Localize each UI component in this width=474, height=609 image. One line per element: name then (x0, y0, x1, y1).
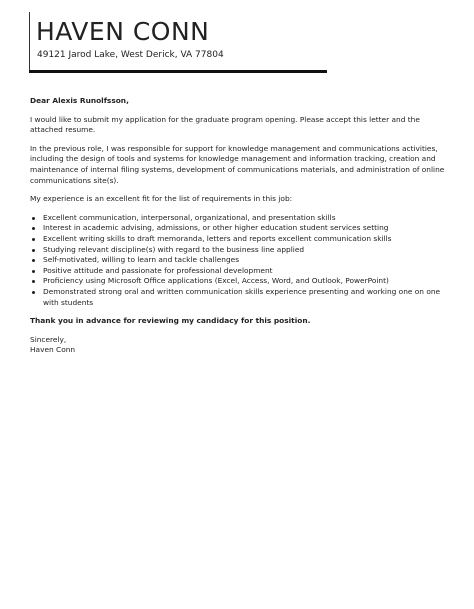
bullet-icon (32, 280, 35, 283)
list-item-text: Demonstrated strong oral and written communication skills experience presenting and working one on one with students (43, 286, 441, 307)
signature-name: Haven Conn (30, 345, 76, 355)
list-item-text: Excellent communication, interpersonal, organizational, and presentation skills (43, 212, 336, 222)
closing-paragraph: Thank you in advance for reviewing my candidacy for this position. (30, 316, 311, 326)
experience-paragraph: In the previous role, I was responsible for support for knowledge management and communications activities, including the design of tools and systems for knowledge management and information tracking, creation and maintenance of internal filing systems, development of communications materials, and administration of online communications site(s). (30, 143, 445, 185)
bullet-icon (32, 227, 35, 230)
bullet-icon (32, 291, 35, 294)
bullet-icon (32, 217, 35, 220)
intro-paragraph: I would like to submit my application for the graduate program opening. Please accept this letter and the attached resume. (30, 114, 420, 135)
list-item (43, 266, 450, 277)
list-item-text: Excellent writing skills to draft memoranda, letters and reports excellent communication skills (43, 233, 392, 243)
list-item (43, 276, 450, 287)
signoff-block (30, 335, 450, 356)
list-item (43, 234, 450, 245)
applicant-address: 49121 Jarod Lake, West Derick, VA 77804 (37, 50, 224, 60)
applicant-name: HAVEN CONN (36, 17, 210, 46)
list-item-text: Self-motivated, willing to learn and tackle challenges (43, 255, 240, 265)
header-accent-bar (29, 12, 30, 72)
bullet-icon (32, 238, 35, 241)
list-item (43, 223, 450, 234)
list-item-text: Interest in academic advising, admissions, or other higher education student services setting (43, 223, 389, 233)
header-divider (29, 70, 327, 73)
list-item-text: Positive attitude and passionate for professional development (43, 265, 273, 275)
list-item (43, 245, 450, 256)
salutation: Dear Alexis Runolfsson, (30, 96, 129, 105)
bullet-icon (32, 259, 35, 262)
list-item (43, 213, 450, 224)
bullet-icon (32, 249, 35, 252)
list-item (43, 255, 450, 266)
letter-body (30, 96, 450, 356)
list-item-text: Studying relevant discipline(s) with regard to the business line applied (43, 244, 305, 254)
list-item (43, 287, 450, 308)
requirements-intro: My experience is an excellent fit for the list of requirements in this job: (30, 194, 293, 204)
bullet-icon (32, 270, 35, 273)
requirements-list (30, 213, 450, 308)
signoff: Sincerely, (30, 334, 67, 344)
list-item-text: Proficiency using Microsoft Office applications (Excel, Access, Word, and Outlook, PowerPoint) (43, 276, 389, 286)
